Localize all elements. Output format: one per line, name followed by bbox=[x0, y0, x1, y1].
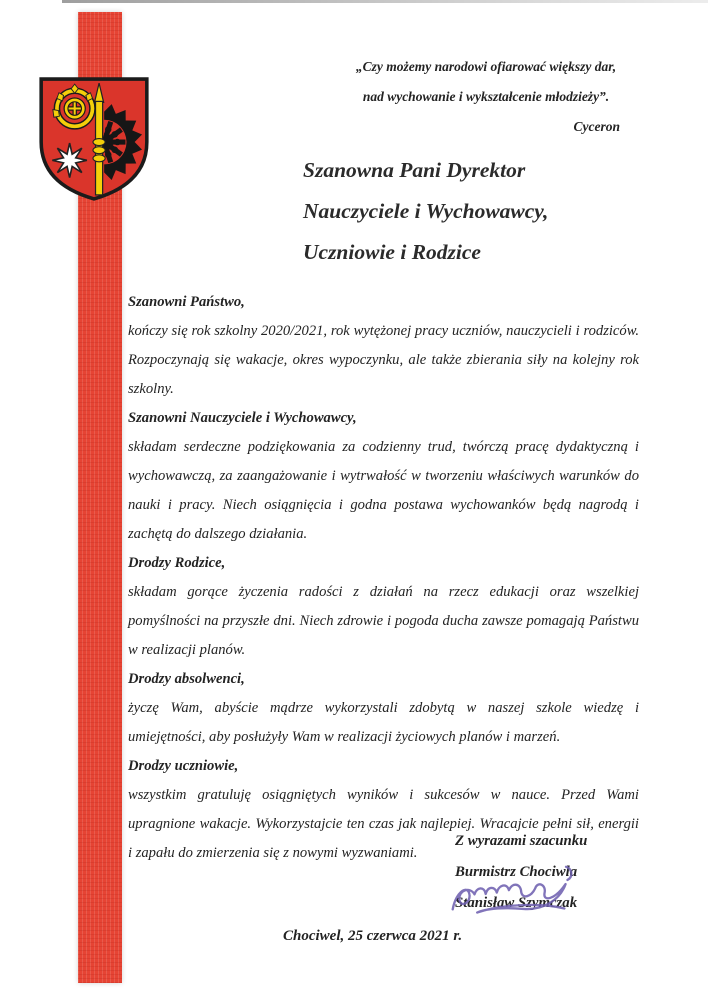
scan-edge-shadow bbox=[62, 0, 708, 3]
section-heading: Szanowni Nauczyciele i Wychowawcy, bbox=[128, 410, 357, 426]
quote-line-1: „Czy możemy narodowi ofiarować większy dar, bbox=[355, 59, 617, 74]
salutation-line-1: Szanowna Pani Dyrektor bbox=[303, 158, 526, 182]
salutation bbox=[303, 150, 548, 273]
quote-line-2: nad wychowanie i wykształcenie młodzieży”. bbox=[362, 89, 610, 104]
section-paragraph: składam gorące życzenia radości z działań na rzecz edukacji oraz wszelkiej pomyślności na przyszłe dni. Niech zdrowie i pogoda ducha zawsze pomagają Państwu w realizacji planów. bbox=[128, 584, 639, 658]
section-paragraph: kończy się rok szkolny 2020/2021, rok wytężonej pracy uczniów, nauczycieli i rodziców. Rozpoczynają się wakacje, okres wypoczynku, ale także zbierania siły na kolejny rok szkolny. bbox=[128, 323, 639, 397]
signer-name: Stanisław Szymczak bbox=[455, 895, 578, 911]
letter-section bbox=[128, 549, 639, 665]
epigraph bbox=[340, 52, 632, 142]
letter-section bbox=[128, 404, 639, 549]
section-heading: Szanowni Państwo, bbox=[128, 294, 245, 310]
salutation-line-2: Nauczyciele i Wychowawcy, bbox=[303, 199, 549, 223]
section-paragraph: wszystkim gratuluję osiągniętych wyników i sukcesów w nauce. Przed Wami upragnione wakacje. Wykorzystajcie ten czas jak najlepiej. Wracajcie pełni sił, energii i zapału do zmierzenia się z nowymi wyzwaniami. bbox=[128, 787, 639, 861]
quote-author: Cyceron bbox=[573, 119, 620, 134]
salutation-line-3: Uczniowie i Rodzice bbox=[303, 240, 481, 264]
section-paragraph: życzę Wam, abyście mądrze wykorzystali zdobytą w naszej szkole wiedzę i umiejętności, aby posłużyły Wam w realizacji życiowych planów i marzeń. bbox=[128, 700, 639, 745]
coat-of-arms bbox=[36, 75, 152, 203]
letter-section bbox=[128, 665, 639, 752]
closing-respect: Z wyrazami szacunku bbox=[455, 833, 588, 849]
dateline: Chociwel, 25 czerwca 2021 r. bbox=[283, 928, 463, 944]
handwritten-signature bbox=[445, 860, 581, 923]
star-icon bbox=[52, 143, 87, 178]
section-heading: Drodzy absolwenci, bbox=[128, 671, 245, 687]
section-paragraph: składam serdeczne podziękowania za codzienny trud, twórczą pracę dydaktyczną i wychowawczą, za zaangażowanie i wytrwałość w tworzeniu właściwych warunków do nauki i pracy. Niech osiągnięcia i godna postawa wychowanków będą nagrodą i zachętą do dalszego działania. bbox=[128, 439, 639, 542]
letter-body bbox=[128, 288, 639, 868]
letter-section bbox=[128, 288, 639, 404]
section-heading: Drodzy uczniowie, bbox=[128, 758, 239, 774]
signer-title: Burmistrz Chociwla bbox=[455, 864, 578, 880]
section-heading: Drodzy Rodzice, bbox=[128, 555, 226, 571]
